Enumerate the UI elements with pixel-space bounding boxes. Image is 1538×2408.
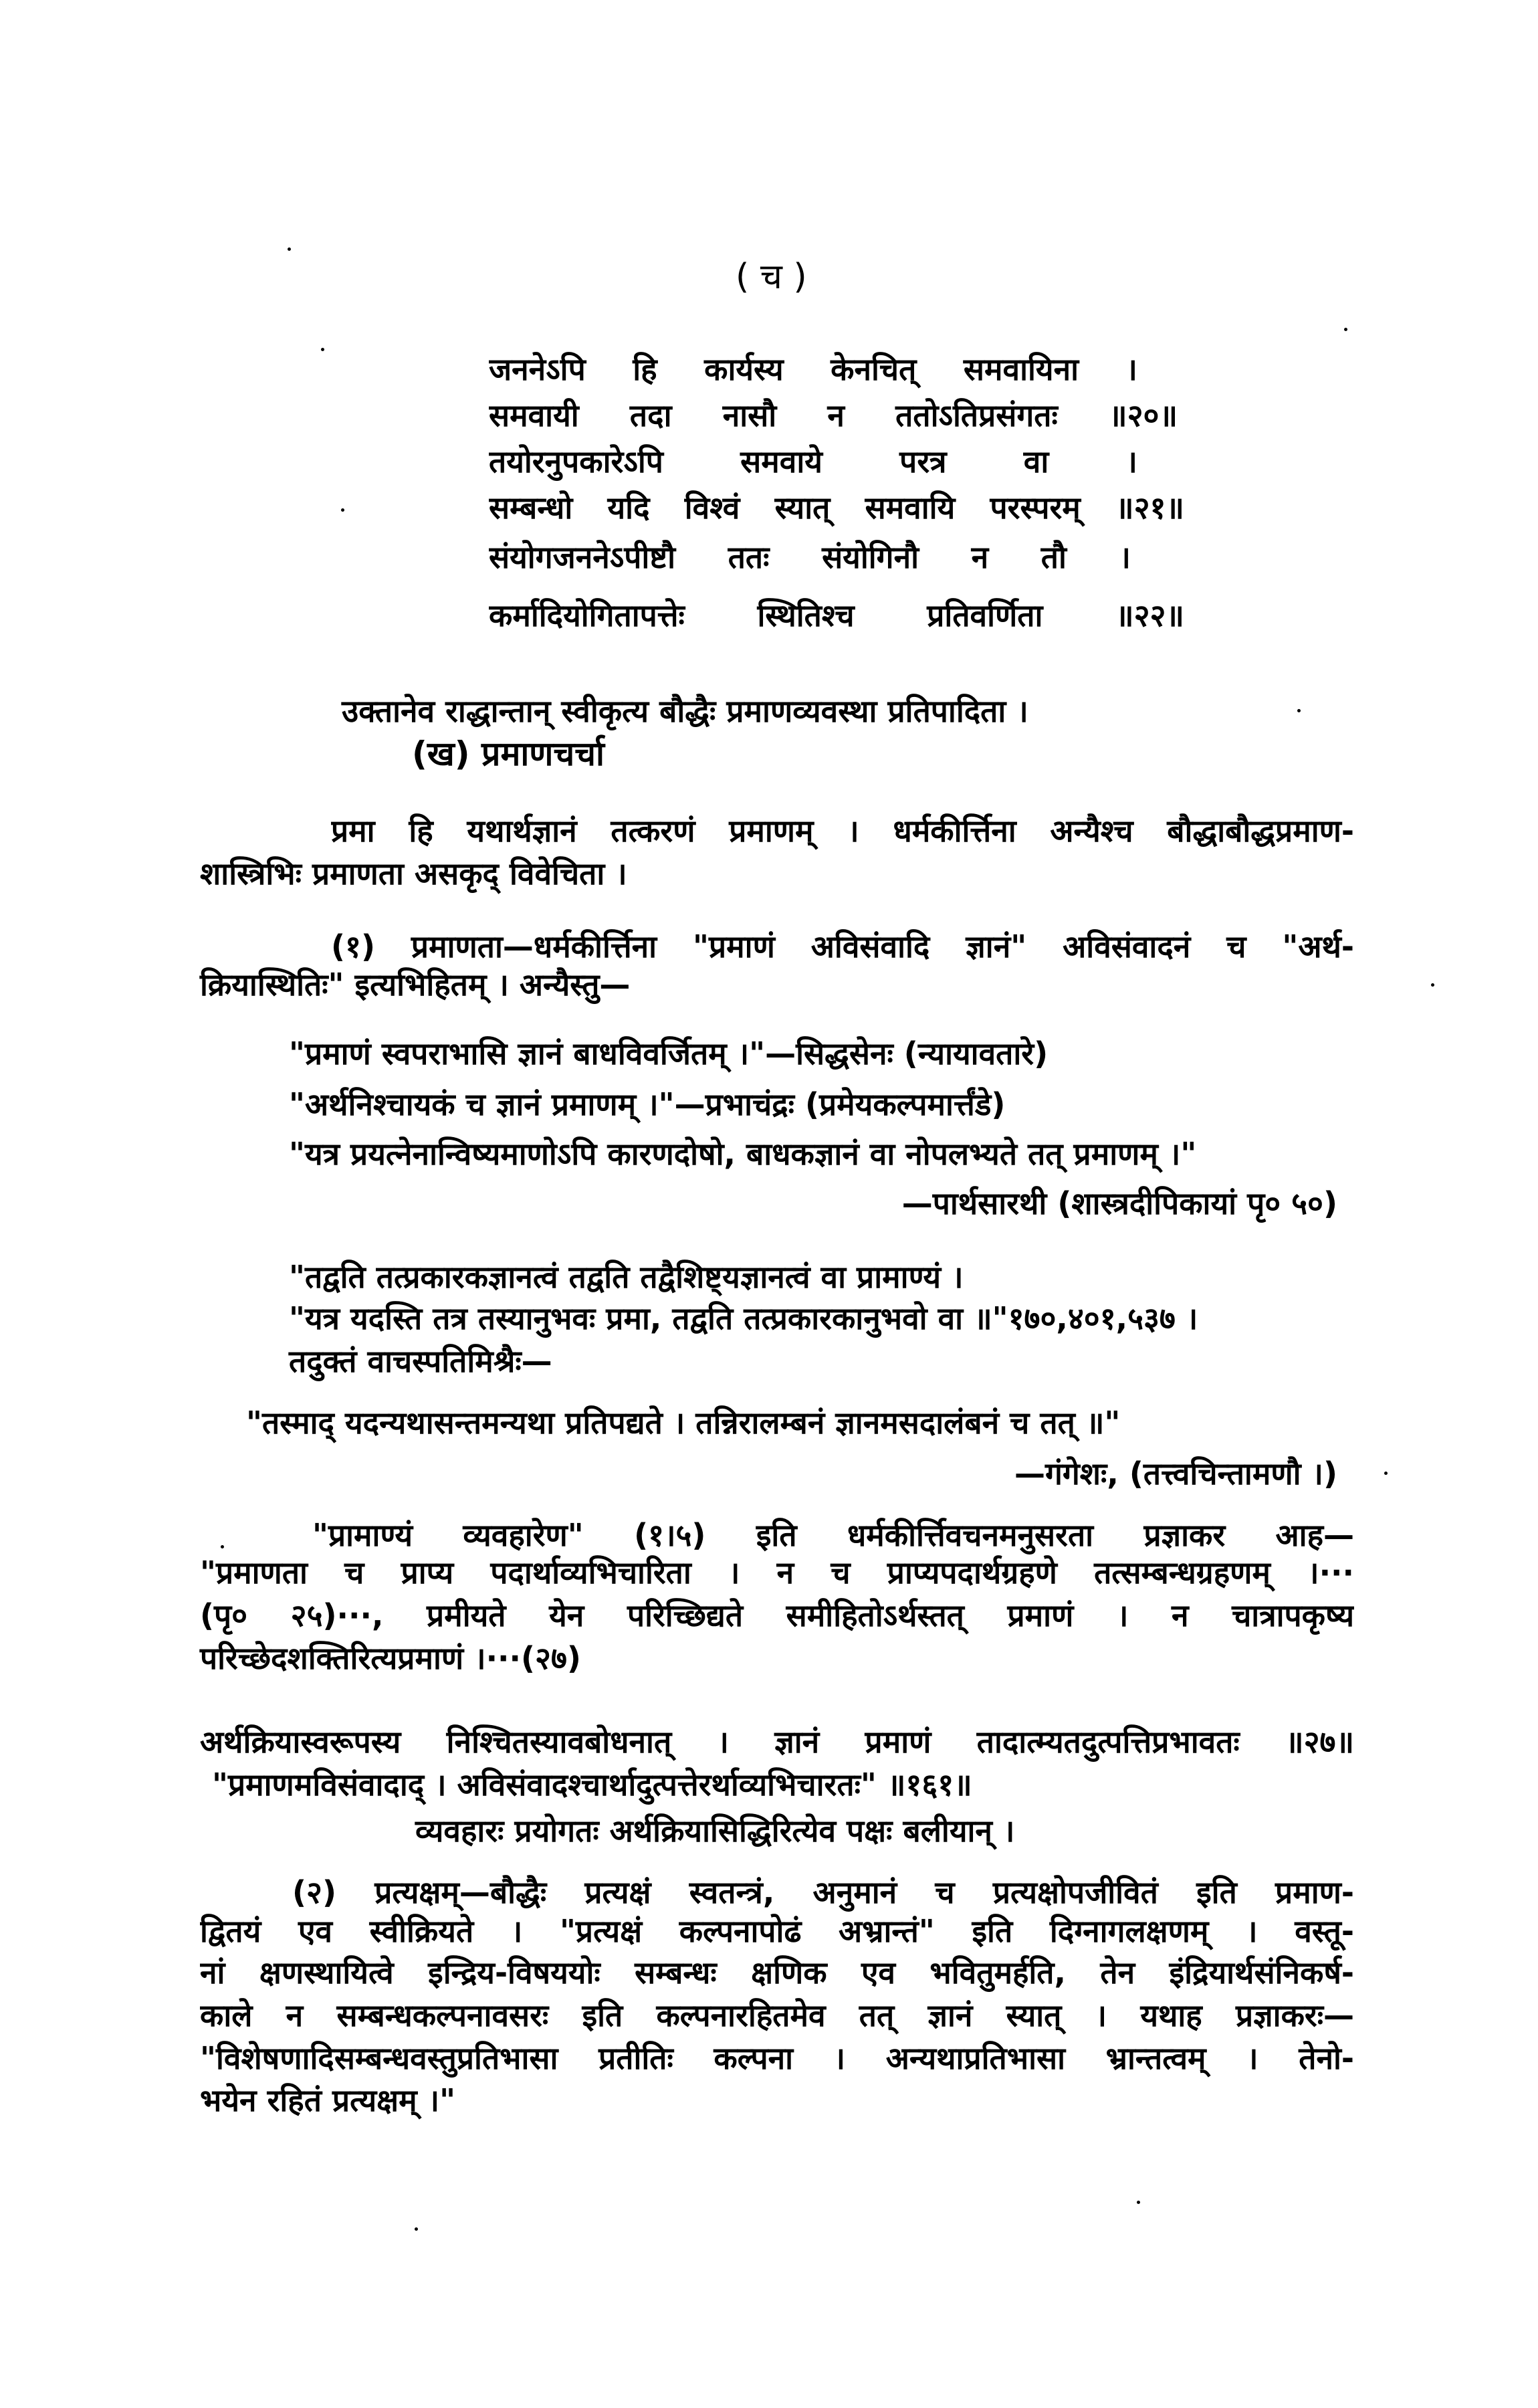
text-line: काले न सम्बन्धकल्पनावसरः इति कल्पनारहितमेव तत् ज्ञानं स्यात् । यथाह प्रज्ञाकरः— — [200, 1997, 1354, 2033]
scan-speck — [341, 508, 344, 512]
karika-line: "प्रमाणमविसंवादाद् । अविसंवादश्चार्थादुत्पत्तेरर्थाव्यभिचारतः" ॥१६१॥ — [212, 1767, 972, 1803]
text-line: नां क्षणस्थायित्वे इन्द्रिय-विषययोः सम्बन्धः क्षणिक एव भवितुमर्हति, तेन इंद्रियार्थसंनिकर्ष- — [200, 1954, 1354, 1991]
scan-speck — [1384, 1472, 1388, 1475]
text-line: क्रियास्थितिः" इत्यभिहितम् । अन्यैस्तु— — [200, 967, 631, 1003]
text-line: (१) प्रमाणता—धर्मकीर्त्तिना "प्रमाणं अविसंवादि ज्ञानं" अविसंवादनं च "अर्थ- — [331, 928, 1354, 965]
karika-line: व्यवहारः प्रयोगतः अर्थक्रियासिद्धिरित्येव पक्षः बलीयान् । — [415, 1813, 1015, 1849]
scan-speck — [1344, 328, 1347, 331]
quote-line: "तस्माद् यदन्यथासन्तमन्यथा प्रतिपद्यते । तन्निरालम्बनं ज्ञानमसदालंबनं च तत् ॥" — [246, 1405, 1121, 1441]
text-line: "प्रमाणता च प्राप्य पदार्थाव्यभिचारिता । न च प्राप्यपदार्थग्रहणे तत्सम्बन्धग्रहणम् ।··· — [200, 1554, 1354, 1591]
scan-speck — [1297, 709, 1301, 712]
quote-attribution: —गंगेशः, (तत्त्वचिन्तामणौ ।) — [1014, 1456, 1337, 1492]
text-line: (पृ० २५)···, प्रमीयते येन परिच्छिद्यते समीहितोऽर्थस्तत् प्रमाणं । न चात्रापकृष्य — [200, 1597, 1354, 1633]
quote-line: तदुक्तं वाचस्पतिमिश्रैः— — [289, 1343, 552, 1379]
quote-line: "तद्वति तत्प्रकारकज्ञानत्वं तद्वति तद्वैशिष्ट्यज्ञानत्वं वा प्रामाण्यं । — [289, 1259, 964, 1295]
text-line: प्रमा हि यथार्थज्ञानं तत्करणं प्रमाणम् । धर्मकीर्त्तिना अन्यैश्च बौद्धाबौद्धप्रमाण- — [331, 813, 1354, 849]
quote-line: "अर्थनिश्चायकं च ज्ञानं प्रमाणम् ।"—प्रभाचंद्रः (प्रमेयकल्पमार्त्तंडे) — [289, 1086, 1006, 1122]
verse-line: कर्मादियोगितापत्तेः स्थितिश्च प्रतिवर्णिता ॥२२॥ — [489, 597, 1184, 633]
verse-line: समवायी तदा नासौ न ततोऽतिप्रसंगतः ॥२०॥ — [489, 397, 1178, 433]
text-line: "विशेषणादिसम्बन्धवस्तुप्रतिभासा प्रतीतिः कल्पना । अन्यथाप्रतिभासा भ्रान्तत्वम् । तेनो- — [200, 2040, 1354, 2076]
scan-speck — [288, 247, 291, 251]
verse-line: जननेऽपि हि कार्यस्य केनचित् समवायिना । — [489, 351, 1137, 387]
quote-line: "यत्र प्रयत्नेनान्विष्यमाणोऽपि कारणदोषो, बाधकज्ञानं वा नोपलभ्यते तत् प्रमाणम् ।" — [289, 1136, 1197, 1172]
text-line: शास्त्रिभिः प्रमाणता असकृद् विवेचिता । — [200, 856, 627, 892]
scan-speck — [1137, 2201, 1140, 2204]
verse-line: संयोगजननेऽपीष्टौ ततः संयोगिनौ न तौ । — [489, 539, 1131, 575]
scan-speck — [415, 2227, 418, 2231]
quote-attribution: —पार्थसारथी (शास्त्रदीपिकायां पृ० ५०) — [901, 1185, 1337, 1221]
karika-line: अर्थक्रियास्वरूपस्य निश्चितस्यावबोधनात् । ज्ञानं प्रमाणं तादात्म्यतदुत्पत्तिप्रभावतः ॥२७॥ — [200, 1724, 1354, 1760]
quote-line: "यत्र यदस्ति तत्र तस्यानुभवः प्रमा, तद्वति तत्प्रकारकानुभवो वा ॥"१७०,४०१,५३७ । — [289, 1300, 1198, 1336]
text-line: "प्रामाण्यं व्यवहारेण" (१।५) इति धर्मकीर्त्तिवचनमनुसरता प्रज्ञाकर आह— — [312, 1517, 1354, 1553]
text-line: द्वितयं एव स्वीक्रियते । "प्रत्यक्षं कल्पनापोढं अभ्रान्तं" इति दिग्नागलक्षणम् । वस्तू- — [200, 1913, 1354, 1949]
text-line: (२) प्रत्यक्षम्—बौद्धैः प्रत्यक्षं स्वतन्त्रं, अनुमानं च प्रत्यक्षोपजीवितं इति प्रमाण- — [292, 1874, 1354, 1910]
quote-line: "प्रमाणं स्वपराभासि ज्ञानं बाधविवर्जितम् ।"—सिद्धसेनः (न्यायावतारे) — [289, 1035, 1049, 1072]
scan-speck — [221, 1545, 224, 1548]
intro-line: उक्तानेव राद्धान्तान् स्वीकृत्य बौद्धैः प्रमाणव्यवस्था प्रतिपादिता । — [342, 693, 1028, 729]
text-line: भयेन रहितं प्रत्यक्षम् ।" — [200, 2082, 456, 2118]
scan-speck — [1431, 983, 1434, 987]
verse-line: तयोरनुपकारेऽपि समवाये परत्र वा । — [489, 443, 1137, 480]
verse-line: सम्बन्धो यदि विश्वं स्यात् समवायि परस्परम् ॥२१॥ — [489, 490, 1184, 526]
text-line: परिच्छेदशक्तिरित्यप्रमाणं ।···(२७) — [200, 1640, 581, 1676]
section-heading: (ख) प्रमाणचर्चा — [412, 734, 605, 773]
scan-speck — [321, 348, 324, 351]
page-number: ( च ) — [736, 257, 807, 297]
